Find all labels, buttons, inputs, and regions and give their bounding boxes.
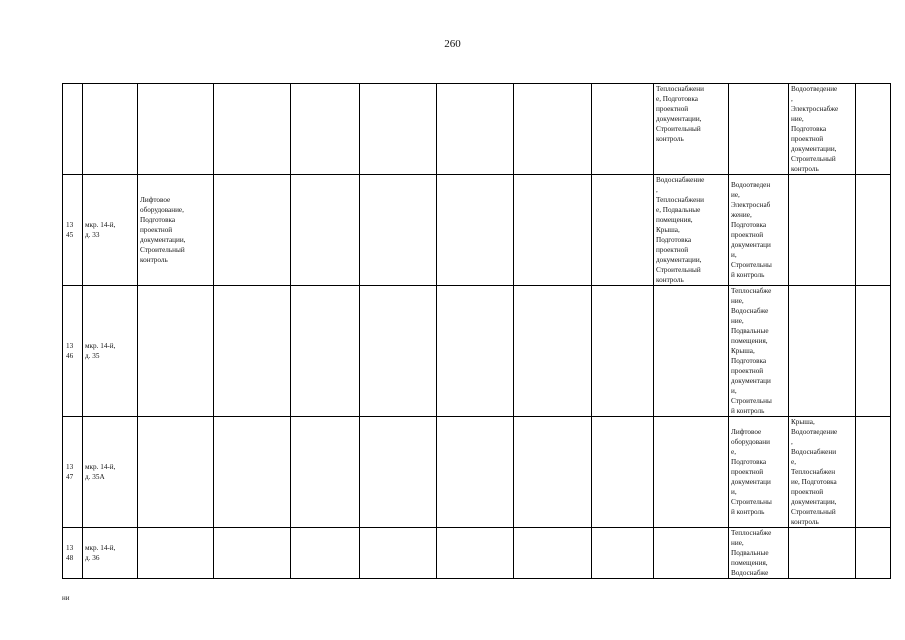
row-address: мкр. 14-й, д. 35А <box>83 417 138 528</box>
empty-cell <box>291 417 360 528</box>
row-number: 13 48 <box>63 528 83 579</box>
table-row <box>63 84 891 175</box>
empty-cell <box>514 528 592 579</box>
work-cell <box>789 528 856 579</box>
work-cell <box>789 286 856 417</box>
work-cell <box>138 417 214 528</box>
empty-cell <box>214 417 291 528</box>
repair-schedule-table <box>62 83 891 579</box>
work-cell: Лифтовое оборудование, Подготовка проектной документации, Строительный контроль <box>138 175 214 286</box>
empty-cell <box>360 286 437 417</box>
work-cell <box>138 84 214 175</box>
table-row <box>63 528 891 579</box>
empty-cell <box>856 286 891 417</box>
empty-cell <box>856 175 891 286</box>
empty-cell <box>291 286 360 417</box>
empty-cell <box>514 175 592 286</box>
empty-cell <box>514 286 592 417</box>
empty-cell <box>214 286 291 417</box>
work-cell: Теплоснабжени е, Подготовка проектной документации, Строительный контроль <box>654 84 729 175</box>
empty-cell <box>592 286 654 417</box>
empty-cell <box>214 528 291 579</box>
row-address <box>83 84 138 175</box>
empty-cell <box>514 417 592 528</box>
work-cell <box>654 417 729 528</box>
work-cell: Водоотведение , Электроснабже ние, Подготовка проектной документации, Строительный контроль <box>789 84 856 175</box>
work-cell <box>654 528 729 579</box>
work-cell <box>654 286 729 417</box>
work-cell <box>138 528 214 579</box>
row-address: мкр. 14-й, д. 35 <box>83 286 138 417</box>
row-number: 13 45 <box>63 175 83 286</box>
empty-cell <box>437 175 514 286</box>
empty-cell <box>437 286 514 417</box>
empty-cell <box>437 84 514 175</box>
empty-cell <box>437 417 514 528</box>
work-cell <box>789 175 856 286</box>
empty-cell <box>437 528 514 579</box>
footer-text: ни <box>62 594 70 602</box>
page-number: 260 <box>444 38 461 50</box>
empty-cell <box>214 175 291 286</box>
row-number: 13 47 <box>63 417 83 528</box>
table-row <box>63 175 891 286</box>
empty-cell <box>360 175 437 286</box>
empty-cell <box>592 417 654 528</box>
empty-cell <box>856 84 891 175</box>
row-address: мкр. 14-й, д. 33 <box>83 175 138 286</box>
table-row <box>63 417 891 528</box>
empty-cell <box>291 84 360 175</box>
empty-cell <box>856 528 891 579</box>
work-cell: Лифтовое оборудовани е, Подготовка проектной документаци и, Строительны й контроль <box>729 417 789 528</box>
work-cell <box>729 84 789 175</box>
work-cell <box>138 286 214 417</box>
empty-cell <box>291 175 360 286</box>
row-address: мкр. 14-й, д. 36 <box>83 528 138 579</box>
empty-cell <box>360 417 437 528</box>
work-cell: Теплоснабже ние, Водоснабже ние, Подвальные помещения, Крыша, Подготовка проектной документаци и, Строительны й контроль <box>729 286 789 417</box>
empty-cell <box>291 528 360 579</box>
empty-cell <box>592 84 654 175</box>
empty-cell <box>592 175 654 286</box>
work-cell: Водоснабжение , Теплоснабжени е, Подвальные помещения, Крыша, Подготовка проектной документации, Строительный контроль <box>654 175 729 286</box>
empty-cell <box>514 84 592 175</box>
row-number <box>63 84 83 175</box>
empty-cell <box>856 417 891 528</box>
work-cell: Водоотведен ие, Электроснаб жение, Подготовка проектной документаци и, Строительны й контроль <box>729 175 789 286</box>
row-number: 13 46 <box>63 286 83 417</box>
work-cell: Крыша, Водоотведение , Водоснабжени е, Теплоснабжен ие, Подготовка проектной документации, Строительный контроль <box>789 417 856 528</box>
empty-cell <box>360 84 437 175</box>
work-cell: Теплоснабже ние, Подвальные помещения, Водоснабже <box>729 528 789 579</box>
empty-cell <box>360 528 437 579</box>
empty-cell <box>592 528 654 579</box>
table-row <box>63 286 891 417</box>
empty-cell <box>214 84 291 175</box>
